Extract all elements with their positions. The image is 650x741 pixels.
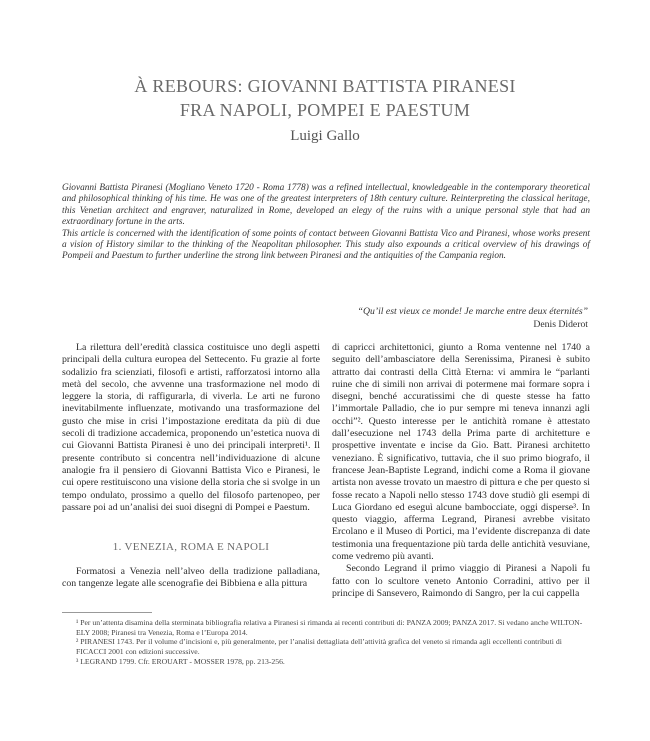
body-column-right — [332, 342, 590, 600]
body-column-left — [62, 342, 320, 514]
footnote-divider — [62, 612, 152, 613]
epigraph — [358, 305, 588, 331]
body-paragraph: Secondo Legrand il primo viaggio di Piranesi a Napoli fu fatto con lo scultore veneto Antonio Corradini, attivo per il principe di Sansevero, Raimondo di Sangro, per la cui cappella — [332, 563, 590, 599]
abstract-paragraph: This article is concerned with the identification of some points of contact between Giovanni Battista Vico and Piranesi, whose works present a vision of History similar to the thinking of the Neapolitan philosopher. This study also expounds a critical overview of his drawings of Pompeii and Paestum to further underline the strong link between Piranesi and the antiquities of the Campania region. — [62, 228, 590, 262]
footnote: ³ LEGRAND 1799. Cfr. EROUART - MOSSER 1978, pp. 213-256. — [76, 656, 285, 666]
article-title-line1: À REBOURS: GIOVANNI BATTISTA PIRANESI — [134, 76, 516, 96]
body-column-left-continued — [62, 566, 320, 591]
epigraph-quote: “Qu’il est vieux ce monde! Je marche entre deux éternités” — [357, 306, 588, 317]
abstract — [62, 183, 590, 263]
footnote: ¹ Per un’attenta disamina della sterminata bibliografia relativa a Piranesi si rimanda ai recenti contributi di: PANZA 2009; PANZA 2017. Si vedano anche WILTON-ELY 2008; Piranesi tra Venezia, Roma e l’Europa 2014. — [76, 618, 583, 637]
footnote: ² PIRANESI 1743. Per il volume d’incisioni e, più generalmente, per l’analisi dettagliata dell’attività grafica del veneto si rimanda agli eccellenti contributi di FICACCI 2001 con edizioni successive. — [76, 637, 562, 657]
body-paragraph: Formatosi a Venezia nell’alveo della tradizione palladiana, con tangenze legate alle scenografie dei Bibbiena e alla pittura — [62, 566, 320, 590]
footnotes — [62, 618, 590, 667]
abstract-paragraph: Giovanni Battista Piranesi (Mogliano Veneto 1720 - Roma 1778) was a refined intellectual, knowledgeable in the contemporary theoretical and philosophical thinking of his time. He was one of the greatest interpreters of 18th century culture. Reinterpreting the classical heritage, this Venetian architect and engraver, naturalized in Rome, developed an elegy of the ruins with a unique personal style that had an extraordinary fortune in the arts. — [62, 183, 590, 228]
epigraph-attribution: Denis Diderot — [533, 319, 588, 330]
body-paragraph: La rilettura dell’eredità classica costituisce uno degli aspetti principali della cultura europea del Settecento. Fu grazie al forte sodalizio fra scienziati, filosofi e artisti, rafforzatosi intorno alla metà del secolo, che avvenne una trasformazione nel modo di leggere la storia, di raffigurarla, di viverla. Le arti ne furono inevitabilmente influenzate, motivando una trasformazione del gusto che mise in crisi l’impostazione ereditata da più di due secoli di tradizione accademica, proponendo un’estetica nuova di cui Giovanni Battista Piranesi è uno dei principali interpreti¹. Il presente contributo si concentra nell’individuazione di alcune analogie fra il pensiero di Giovanni Battista Vico e Piranesi, le cui opere restituiscono una visione della storia che si svolge in un tempo ondulato, prossimo a quello del filosofo partenopeo, per passare poi ad un’analisi dei suoi disegni di Pompei e Paestum. — [62, 342, 320, 513]
body-paragraph: di capricci architettonici, giunto a Roma ventenne nel 1740 a seguito dell’ambasciatore della Serenissima, Piranesi è subito attratto dai contrasti della Città Eterna: vi ammira le “parlanti ruine che di simili non arrivai di potermene mai formare sopra i disegni, benché accuratissimi che di queste stesse ha fatto l’immortale Palladio, che io pur sempre mi teneva innanzi agli occhi”². Questo interesse per le antichità romane è attestato dall’esecuzione nel 1743 della Prima parte di architetture e prospettive inventate e incise da Gio. Batt. Piranesi architetto veneziano. È significativo, tuttavia, che il suo primo biografo, il francese Jean-Baptiste Legrand, indichi come a Roma il giovane artista non avesse trovato un maestro di pittura e che per questo si fosse recato a Napoli nello stesso 1743 dove studiò gli esempi di Luca Giordano ed eseguì alcune bambocciate, oggi disperse³. In questo viaggio, afferma Legrand, Piranesi avrebbe visitato Ercolano e il Museo di Portici, ma l’evidente discrepanza di date testimonia una frequentazione più tarda delle antichità vesuviane, come vedremo più avanti. — [332, 342, 590, 563]
section-heading: 1. VENEZIA, ROMA E NAPOLI — [112, 541, 270, 553]
article-title-line2: FRA NAPOLI, POMPEI E PAESTUM — [179, 100, 471, 120]
author-name: Luigi Gallo — [290, 128, 360, 144]
